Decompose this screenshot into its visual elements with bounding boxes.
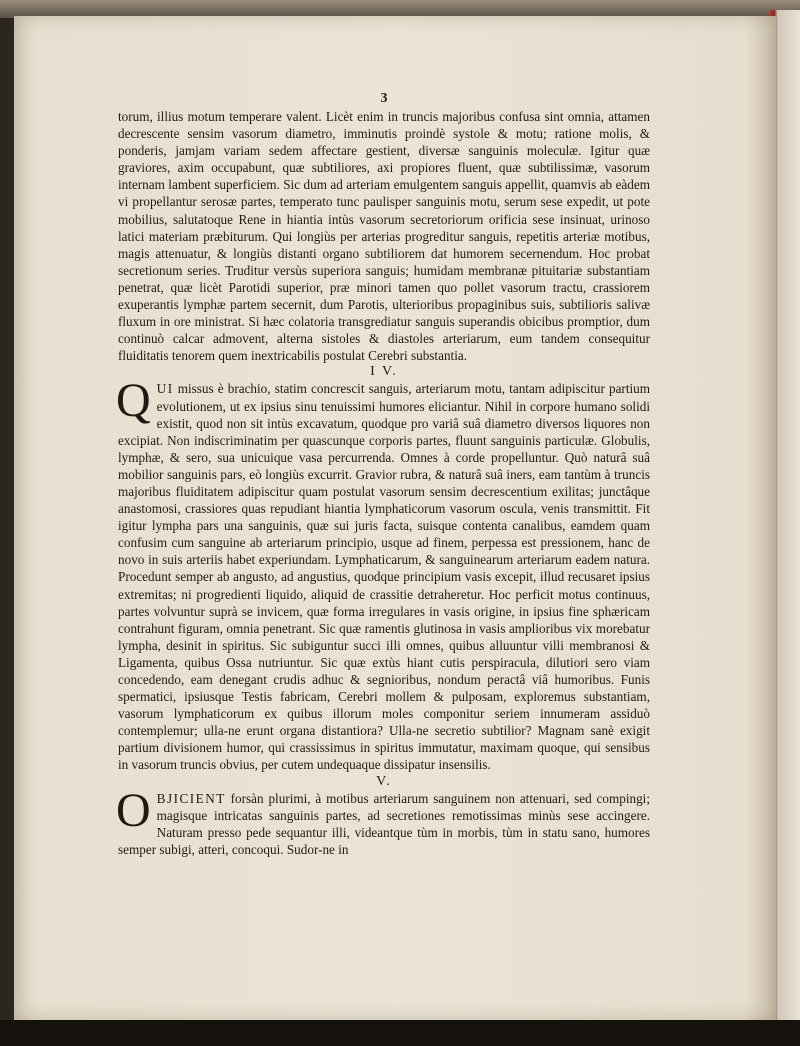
- drop-cap-q: Q: [116, 374, 151, 428]
- section-v-paragraph: [116, 783, 650, 858]
- section-iv-lead: UI: [156, 381, 174, 397]
- section-v-text: forsàn plurimi, à motibus arteriarum sanguinem non attenuari, sed compingi; magisque intricatas sanguinis partes, ad secretiones remotissimas minùs sese accingere. Naturam presso pede sequantur illi, videantque tùm in morbis, tùm in statu sano, humores semper subigi, atteri, concoqui. Sudor-ne in: [118, 790, 650, 857]
- paragraph-continued: torum, illius motum temperare valent. Licèt enim in truncis majoribus confusa sint omnia, attamen decrescente sensim vasorum diametro, imminutis proindè systole & motu; ratione molis, & ponderis, jamjam variam sedem affectare gestient, diversæ sanguinis moleculæ. Igitur quæ graviores, axim occupabunt, quæ subtiliores, axi propiores fluent, quæ subtilissimæ, vasorum internam lambent superficiem. Sic dum ad arteriam emulgentem sanguis appellit, quamvis ab eàdem vi propellantur serosæ partes, temperato tunc paulisper sanguinis motu, serum sese expedit, ut pote mobilius, salutatoque Rene in hiantia intùs vasorum secretoriorum orificia sese insinuat, urinoso latici materiam præbiturum. Qui longiùs per arterias progreditur sanguis, repetitis arteriæ motibus, magis attenuatur, & longiùs distanti organo subtiliorem dat humorem secernendum. Hoc probat secretionum series. Truditur versùs superiora sanguis; humidam membranæ pituitariæ substantiam penetrat, quæ licèt Parotidi superior, præ minori tamen quo pollet vasorum tractu, crassiorem exuperantis lymphæ partem secernit, dum Parotis, ulterioribus propaginibus suis, subtilioris salivæ fluxum in ore ministrat. Si hæc colatoria transgrediatur sanguis superandis obicibus promptior, dum continuò calcar admovent, alterna sistoles & diastoles arteriarum, eum tandem consequitur fluiditatis tenorem quem inextricabilis postulat Cerebri substantia.: [118, 109, 650, 364]
- section-iv-paragraph: [116, 374, 650, 773]
- section-iv-text: missus è brachio, statim concrescit sanguis, arteriarum motu, tantam adipiscitur partium evolutionem, ut ex ipsius sinu tenuissimi humores eliciantur. Nihil in corpore humano solidi existit, quod non sit intùs excavatum, quodque pro variâ suâ diametro diversos liquores non excipiat. Non indiscriminatim per quascunque corporis partes, fluunt sanguinis particulæ. Globulis, lymphæ, & sero, sua unicuique vasa percurrenda. Omnes à corde propelluntur. Quò naturâ suâ mobilior sanguinis pars, eò longiùs excurrit. Gravior rubra, & naturâ suâ iners, eam tantùm à truncis majoribus fluiditatem adipiscitur quam postulat vasorum sensim decrescentium exilitas; junctâque anastomosi, crassiores quas repudiant hiantia lymphaticorum vasorum oscula, venis transmittit. Fit igitur lympha pars una sanguinis, quæ sui juris facta, suisque contenta canalibus, eamdem quam confusim cum sanguine ab arteriarum principio, usque ad finem, perpessa est pressionem, hanc de novo in suis arteriis habet experiundam. Lymphaticarum, & sanguinearum arteriarum eadem natura. Procedunt semper ab angusto, ad angustius, quodque principium vasis excepit, illud recusaret ipsius extremitas; ni progredienti liquido, aliquid de crassitie detraheretur. Hoc perficit motus continuus, partes volvuntur suprà se invicem, quæ forma irregulares in vasis origine, in ipsius fine sphæricam contrahunt figuram, omnia penetrant. Sic quæ ramentis glutinosa in vasis amplioribus vix morebatur lympha, desinit in spiritus. Sic subiguntur succi illi omnes, quibus alluuntur villi membranosi & Ligamenta, quibus Ossa nutriuntur. Sic quæ extùs hiant cutis perspiracula, dilutiori sero viam concedendo, eam denegant crudis adhuc & segnioribus, nondum peractâ viâ humoribus. Funis spermatici, ipsiusque Testis fabricam, Cerebri mollem & pulposam, exploremus substantiam, vasorum lymphaticorum ex quibus illorum moles componitur seriem innumeram assiduò contemplemur; ulla-ne erunt organa distantiora? Ulla-ne secretio subtilior? Magnam sanè exigit partium divisionem humor, qui crassissimus in spiritus immutatur, maximam quoque, qui sensibus in vasorum truncis obvius, per cutem undequaque dissipatur insensilis.: [118, 381, 650, 773]
- section-number-iv: I V.: [370, 364, 398, 380]
- page-text: [118, 92, 650, 858]
- drop-cap-o: O: [116, 783, 151, 837]
- page-number: 3: [380, 91, 388, 106]
- book-bottom-edge: [0, 1020, 800, 1046]
- section-v-lead: BJICIENT: [156, 790, 226, 806]
- section-number-v: V.: [376, 773, 392, 789]
